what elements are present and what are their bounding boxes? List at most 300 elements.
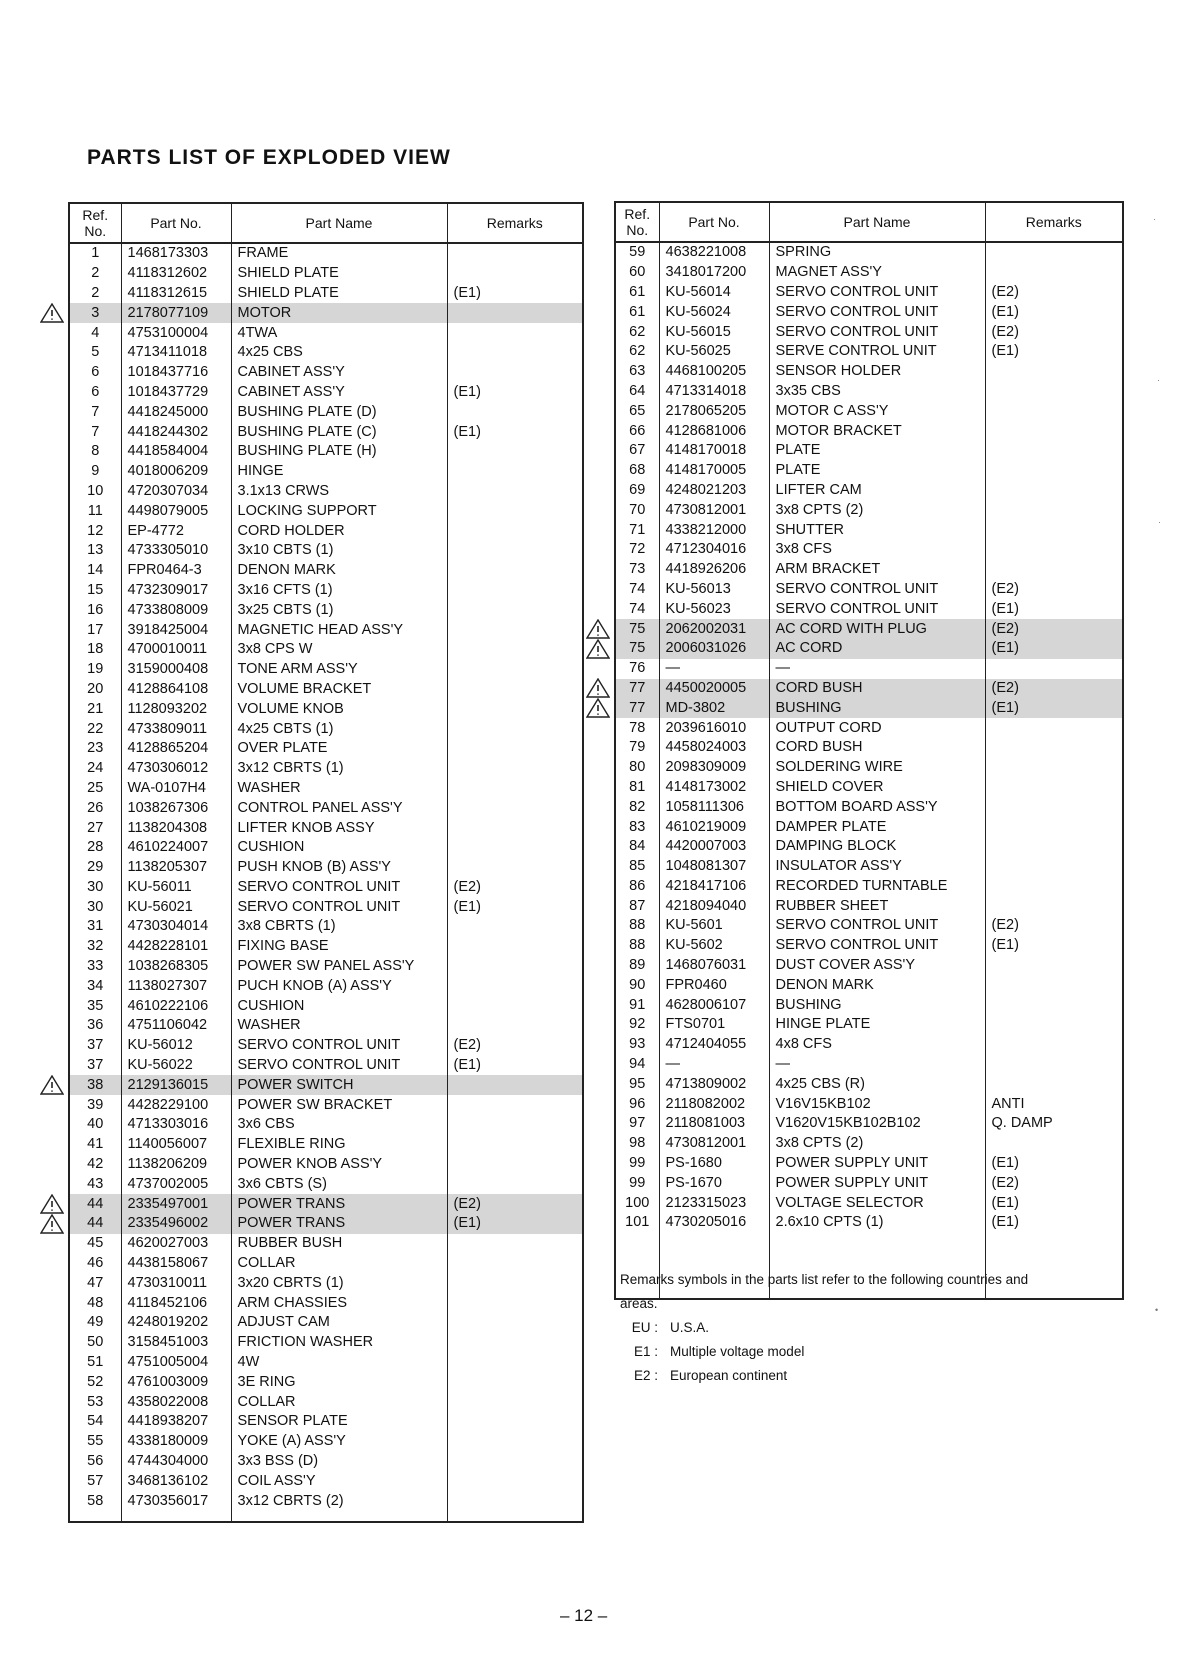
ref-cell: 74 [629, 580, 646, 597]
table-row [69, 1353, 583, 1373]
ref-cell: 82 [629, 798, 646, 815]
part-name-cell: 3x16 CFTS (1) [231, 581, 447, 601]
part-name-cell: 3x8 CPTS (2) [769, 1134, 985, 1154]
table-row [615, 1114, 1123, 1134]
ref-cell: 2 [91, 265, 100, 282]
table-row [69, 818, 583, 838]
part-number-cell: 4428228101 [121, 937, 231, 957]
part-name-cell: SERVO CONTROL UNIT [769, 302, 985, 322]
part-number-cell: 4733808009 [121, 600, 231, 620]
table-row [69, 1333, 583, 1353]
part-name-cell: 3x8 CFS [769, 540, 985, 560]
table-row [69, 422, 583, 442]
remarks-cell [447, 1174, 583, 1194]
part-name-cell: ARM BRACKET [769, 560, 985, 580]
part-name-cell: SENSOR HOLDER [769, 362, 985, 382]
part-number-cell: 4730205016 [659, 1213, 769, 1233]
table-row [615, 1055, 1123, 1075]
remarks-cell [985, 738, 1123, 758]
part-name-cell: FRICTION WASHER [231, 1333, 447, 1353]
table-row [69, 1254, 583, 1274]
ref-cell: 11 [87, 502, 103, 519]
part-name-cell: SERVO CONTROL UNIT [769, 580, 985, 600]
table-row [615, 797, 1123, 817]
remarks-cell [985, 540, 1123, 560]
ref-cell: 21 [87, 700, 104, 717]
table-row [69, 739, 583, 759]
ref-cell: 79 [629, 739, 646, 756]
table-row [69, 383, 583, 403]
table-row [615, 481, 1123, 501]
part-name-cell: WASHER [231, 1016, 447, 1036]
part-number-cell: 1018437716 [121, 363, 231, 383]
part-name-cell: POWER SWITCH [231, 1075, 447, 1095]
part-number-cell: 4761003009 [121, 1372, 231, 1392]
part-number-cell: 2129136015 [121, 1075, 231, 1095]
table-row [615, 342, 1123, 362]
table-row [615, 995, 1123, 1015]
part-number-cell: 4018006209 [121, 462, 231, 482]
part-number-cell: 1038268305 [121, 957, 231, 977]
part-number-cell: 1468173303 [121, 243, 231, 264]
table-row [69, 719, 583, 739]
remarks-cell [447, 976, 583, 996]
table-row [615, 520, 1123, 540]
part-name-cell: PUSH KNOB (B) ASS'Y [231, 858, 447, 878]
part-name-cell: DENON MARK [769, 975, 985, 995]
ref-cell: 77 [615, 698, 659, 718]
remarks-cell: (E1) [985, 698, 1123, 718]
page-number: – 12 – [560, 1606, 608, 1625]
table-row [69, 1392, 583, 1412]
ref-cell: 49 [87, 1314, 104, 1331]
part-number-cell: 4338180009 [121, 1432, 231, 1452]
table-row [615, 263, 1123, 283]
remarks-cell [985, 718, 1123, 738]
remarks-cell [985, 481, 1123, 501]
table-row [615, 659, 1123, 679]
remarks-cell: (E2) [447, 878, 583, 898]
part-name-cell: COLLAR [231, 1254, 447, 1274]
table-row [615, 362, 1123, 382]
remarks-cell: (E1) [985, 1193, 1123, 1213]
ref-cell: 17 [87, 621, 104, 638]
table-row [69, 1372, 583, 1392]
parts-table-left [68, 202, 584, 1523]
table-row [615, 599, 1123, 619]
table-row [615, 401, 1123, 421]
remarks-cell [447, 600, 583, 620]
remarks-cell [985, 1074, 1123, 1094]
remarks-cell [447, 779, 583, 799]
safety-warning-icon [586, 678, 610, 698]
remarks-note-intro: Remarks symbols in the parts list refer to the following countries and [620, 1272, 1029, 1287]
table-row [615, 837, 1123, 857]
part-number-cell: 4218094040 [659, 896, 769, 916]
table-row [69, 620, 583, 640]
part-number-cell: 4458024003 [659, 738, 769, 758]
ref-cell: 59 [629, 244, 646, 261]
part-name-cell: 3.1x13 CRWS [231, 482, 447, 502]
table-row [615, 718, 1123, 738]
table-row [69, 699, 583, 719]
part-number-cell: 4418938207 [121, 1412, 231, 1432]
ref-cell: 29 [87, 859, 104, 876]
remarks-cell [985, 1015, 1123, 1035]
remarks-cell [447, 699, 583, 719]
remarks-cell [447, 1432, 583, 1452]
table-row [69, 541, 583, 561]
remarks-cell: (E1) [985, 1213, 1123, 1233]
table-row [69, 1293, 583, 1313]
part-name-cell: 3x20 CBRTS (1) [231, 1273, 447, 1293]
ref-cell: 2 [91, 284, 100, 301]
remarks-cell [447, 482, 583, 502]
part-name-cell: MOTOR C ASS'Y [769, 401, 985, 421]
part-number-cell: 4730812001 [659, 1134, 769, 1154]
remarks-cell [447, 1471, 583, 1491]
part-number-cell: 1138206209 [121, 1155, 231, 1175]
column-header-remarks: Remarks [985, 202, 1123, 242]
part-number-cell: 4720307034 [121, 482, 231, 502]
remarks-symbol: E2 : [633, 1368, 658, 1383]
remarks-cell [447, 1155, 583, 1175]
ref-cell: 97 [629, 1115, 646, 1132]
part-name-cell: 3x3 BSS (D) [231, 1452, 447, 1472]
table-row [69, 779, 583, 799]
table-row [69, 402, 583, 422]
ref-cell: 63 [629, 363, 646, 380]
part-name-cell: COIL ASS'Y [231, 1471, 447, 1491]
part-number-cell: FTS0701 [659, 1015, 769, 1035]
remarks-cell: Q. DAMP [985, 1114, 1123, 1134]
table-row [69, 1214, 583, 1234]
ref-cell: 57 [87, 1472, 104, 1489]
ref-cell: 73 [629, 561, 646, 578]
part-number-cell: 4730304014 [121, 917, 231, 937]
ref-cell: 33 [87, 958, 104, 975]
table-row [69, 521, 583, 541]
part-name-cell: WASHER [231, 779, 447, 799]
part-name-cell: FLEXIBLE RING [231, 1135, 447, 1155]
part-number-cell: 4610222106 [121, 996, 231, 1016]
part-number-cell: 2123315023 [659, 1193, 769, 1213]
part-name-cell: AC CORD WITH PLUG [769, 619, 985, 639]
remarks-cell [447, 581, 583, 601]
part-number-cell: KU-56014 [659, 283, 769, 303]
part-name-cell: SPRING [769, 242, 985, 263]
table-row [69, 1115, 583, 1135]
remarks-cell [985, 401, 1123, 421]
ref-cell: 48 [87, 1294, 104, 1311]
part-number-cell: 1138204308 [121, 818, 231, 838]
table-row [615, 1094, 1123, 1114]
part-number-cell: 2006031026 [659, 639, 769, 659]
part-name-cell: CORD BUSH [769, 738, 985, 758]
table-row [69, 264, 583, 284]
remarks-cell [447, 1452, 583, 1472]
part-number-cell: 4713303016 [121, 1115, 231, 1135]
ref-cell: 44 [69, 1194, 121, 1214]
table-row [615, 382, 1123, 402]
remarks-cell [447, 660, 583, 680]
table-row [615, 1015, 1123, 1035]
part-number-cell: KU-56012 [121, 1036, 231, 1056]
scan-speck: · [1153, 214, 1156, 224]
table-row [69, 284, 583, 304]
table-row [69, 1036, 583, 1056]
remarks-cell: (E1) [985, 599, 1123, 619]
ref-cell: 22 [87, 720, 104, 737]
safety-warning-icon [586, 639, 610, 659]
part-number-cell: 1138027307 [121, 976, 231, 996]
table-row [615, 242, 1123, 263]
remarks-cell [447, 798, 583, 818]
scan-speck: · [1158, 517, 1161, 527]
part-number-cell: PS-1670 [659, 1173, 769, 1193]
remarks-cell [447, 620, 583, 640]
part-number-cell: 4498079005 [121, 501, 231, 521]
ref-cell: 8 [91, 443, 100, 460]
part-number-cell: 4713411018 [121, 343, 231, 363]
part-name-cell: AC CORD [769, 639, 985, 659]
remarks-cell: (E1) [985, 639, 1123, 659]
empty-cell [659, 1233, 769, 1299]
remarks-cell: (E1) [447, 1214, 583, 1234]
part-name-cell: SERVO CONTROL UNIT [769, 599, 985, 619]
part-number-cell: 2118082002 [659, 1094, 769, 1114]
part-name-cell: POWER KNOB ASS'Y [231, 1155, 447, 1175]
remarks-meaning: Multiple voltage model [670, 1344, 805, 1359]
ref-cell: 37 [87, 1057, 104, 1074]
part-name-cell: DAMPER PLATE [769, 817, 985, 837]
table-row [69, 878, 583, 898]
part-name-cell: SERVO CONTROL UNIT [231, 1036, 447, 1056]
table-row [69, 1056, 583, 1076]
remarks-cell: (E1) [447, 1056, 583, 1076]
part-number-cell: 4468100205 [659, 362, 769, 382]
ref-cell: 12 [87, 522, 104, 539]
part-name-cell: SENSOR PLATE [231, 1412, 447, 1432]
remarks-cell: (E1) [447, 383, 583, 403]
ref-cell: 70 [629, 501, 646, 518]
table-row [615, 896, 1123, 916]
part-name-cell: 4x25 CBTS (1) [231, 719, 447, 739]
remarks-cell [447, 719, 583, 739]
part-name-cell: 3x35 CBS [769, 382, 985, 402]
ref-cell: 30 [87, 878, 104, 895]
remarks-cell [985, 461, 1123, 481]
part-number-cell: FPR0464-3 [121, 561, 231, 581]
remarks-cell [985, 758, 1123, 778]
table-row [615, 500, 1123, 520]
part-number-cell: 4610224007 [121, 838, 231, 858]
ref-cell: 95 [629, 1075, 646, 1092]
part-name-cell: — [769, 1055, 985, 1075]
table-row [69, 1174, 583, 1194]
part-number-cell: 4148170018 [659, 441, 769, 461]
empty-cell [69, 1511, 121, 1522]
table-row [615, 698, 1123, 718]
remarks-cell [985, 1134, 1123, 1154]
part-number-cell: 3418017200 [659, 263, 769, 283]
part-number-cell: 4148170005 [659, 461, 769, 481]
table-row [69, 343, 583, 363]
part-name-cell: INSULATOR ASS'Y [769, 857, 985, 877]
scan-speck: · [1157, 375, 1160, 385]
part-name-cell: 3x8 CPTS (2) [769, 500, 985, 520]
part-name-cell: PLATE [769, 461, 985, 481]
part-name-cell: FRAME [231, 243, 447, 264]
table-row [69, 1016, 583, 1036]
column-header-ref: Ref. No. [69, 203, 121, 243]
part-number-cell: 4118452106 [121, 1293, 231, 1313]
part-number-cell: 4148173002 [659, 778, 769, 798]
ref-cell: 42 [87, 1156, 104, 1173]
part-number-cell: 4737002005 [121, 1174, 231, 1194]
ref-cell: 78 [629, 719, 646, 736]
part-name-cell: SHIELD COVER [769, 778, 985, 798]
part-name-cell: CABINET ASS'Y [231, 383, 447, 403]
remarks-cell: (E2) [447, 1194, 583, 1214]
ref-cell: 27 [87, 819, 104, 836]
remarks-cell: (E1) [447, 897, 583, 917]
ref-cell: 93 [629, 1036, 646, 1053]
remarks-symbol: E1 : [633, 1344, 658, 1359]
part-number-cell: KU-56015 [659, 322, 769, 342]
remarks-cell [985, 242, 1123, 263]
part-number-cell: 4418245000 [121, 402, 231, 422]
ref-cell: 60 [629, 264, 646, 281]
ref-cell: 41 [87, 1136, 104, 1153]
part-name-cell: LOCKING SUPPORT [231, 501, 447, 521]
ref-cell: 37 [87, 1037, 104, 1054]
part-number-cell: 4620027003 [121, 1234, 231, 1254]
part-name-cell: YOKE (A) ASS'Y [231, 1432, 447, 1452]
remarks-symbol: EU : [631, 1320, 658, 1335]
part-name-cell: SHIELD PLATE [231, 264, 447, 284]
ref-cell: 50 [87, 1334, 104, 1351]
ref-cell: 56 [87, 1453, 104, 1469]
part-name-cell: SERVO CONTROL UNIT [231, 878, 447, 898]
part-number-cell: 1048081307 [659, 857, 769, 877]
part-name-cell: PLATE [769, 441, 985, 461]
table-row [69, 323, 583, 343]
table-row [69, 1471, 583, 1491]
table-row [69, 462, 583, 482]
safety-warning-icon [586, 698, 610, 718]
table-row [69, 1075, 583, 1095]
part-number-cell: 2335496002 [121, 1214, 231, 1234]
ref-cell: 91 [629, 996, 646, 1013]
empty-cell [231, 1511, 447, 1522]
part-name-cell: CORD HOLDER [231, 521, 447, 541]
table-row [615, 639, 1123, 659]
remarks-cell [447, 1254, 583, 1274]
part-name-cell: CONTROL PANEL ASS'Y [231, 798, 447, 818]
column-header-part-no: Part No. [659, 202, 769, 242]
table-row [615, 1193, 1123, 1213]
part-number-cell: PS-1680 [659, 1154, 769, 1174]
part-name-cell: VOLUME BRACKET [231, 680, 447, 700]
remarks-cell [447, 818, 583, 838]
part-name-cell: 2.6x10 CPTS (1) [769, 1213, 985, 1233]
table-row [69, 957, 583, 977]
table-row [69, 1194, 583, 1214]
ref-cell: 72 [629, 541, 646, 558]
table-row [69, 243, 583, 264]
remarks-cell [985, 975, 1123, 995]
remarks-meaning: European continent [670, 1368, 788, 1383]
part-number-cell: 4418244302 [121, 422, 231, 442]
part-number-cell: 3159000408 [121, 660, 231, 680]
ref-cell: 99 [629, 1174, 646, 1191]
part-name-cell: SERVO CONTROL UNIT [769, 283, 985, 303]
table-padding-row [69, 1511, 583, 1522]
ref-cell: 18 [87, 641, 104, 658]
part-number-cell: MD-3802 [659, 698, 769, 718]
part-number-cell: 4730306012 [121, 759, 231, 779]
remarks-cell [447, 1135, 583, 1155]
remarks-cell [447, 402, 583, 422]
remarks-cell [447, 1313, 583, 1333]
part-name-cell: SERVO CONTROL UNIT [231, 897, 447, 917]
part-name-cell: VOLTAGE SELECTOR [769, 1193, 985, 1213]
part-number-cell: 4450020005 [659, 679, 769, 699]
table-row [69, 858, 583, 878]
ref-cell: 84 [629, 838, 646, 855]
safety-warning-icon [586, 619, 610, 639]
ref-cell: 89 [629, 957, 646, 974]
part-name-cell: SOLDERING WIRE [769, 758, 985, 778]
part-name-cell: MOTOR [231, 303, 447, 323]
ref-cell: 30 [87, 898, 104, 915]
remarks-cell [985, 877, 1123, 897]
part-name-cell: 3x6 CBTS (S) [231, 1174, 447, 1194]
empty-cell [769, 1233, 985, 1299]
table-row [69, 660, 583, 680]
part-number-cell: 4358022008 [121, 1392, 231, 1412]
table-row [615, 619, 1123, 639]
remarks-cell [447, 1333, 583, 1353]
table-row [69, 1491, 583, 1511]
ref-cell: 88 [629, 917, 646, 934]
remarks-cell [985, 421, 1123, 441]
ref-cell: 74 [629, 600, 646, 617]
scan-speck: • [1155, 1305, 1159, 1315]
remarks-cell [985, 857, 1123, 877]
page-title: PARTS LIST OF EXPLODED VIEW [87, 146, 451, 169]
ref-cell: 38 [69, 1075, 121, 1095]
part-name-cell: DAMPING BLOCK [769, 837, 985, 857]
table-row [615, 441, 1123, 461]
part-name-cell: OVER PLATE [231, 739, 447, 759]
ref-cell: 69 [629, 481, 646, 498]
part-number-cell: 3468136102 [121, 1471, 231, 1491]
part-name-cell: ADJUST CAM [231, 1313, 447, 1333]
ref-cell: 66 [629, 422, 646, 439]
column-header-part-no: Part No. [121, 203, 231, 243]
part-name-cell: COLLAR [231, 1392, 447, 1412]
table-row [69, 1095, 583, 1115]
remarks-cell [985, 500, 1123, 520]
part-name-cell: 3x12 CBRTS (2) [231, 1491, 447, 1511]
part-name-cell: 3x8 CPS W [231, 640, 447, 660]
ref-cell: 6 [91, 364, 100, 381]
part-number-cell: KU-56022 [121, 1056, 231, 1076]
part-number-cell: 4733305010 [121, 541, 231, 561]
table-row [69, 838, 583, 858]
